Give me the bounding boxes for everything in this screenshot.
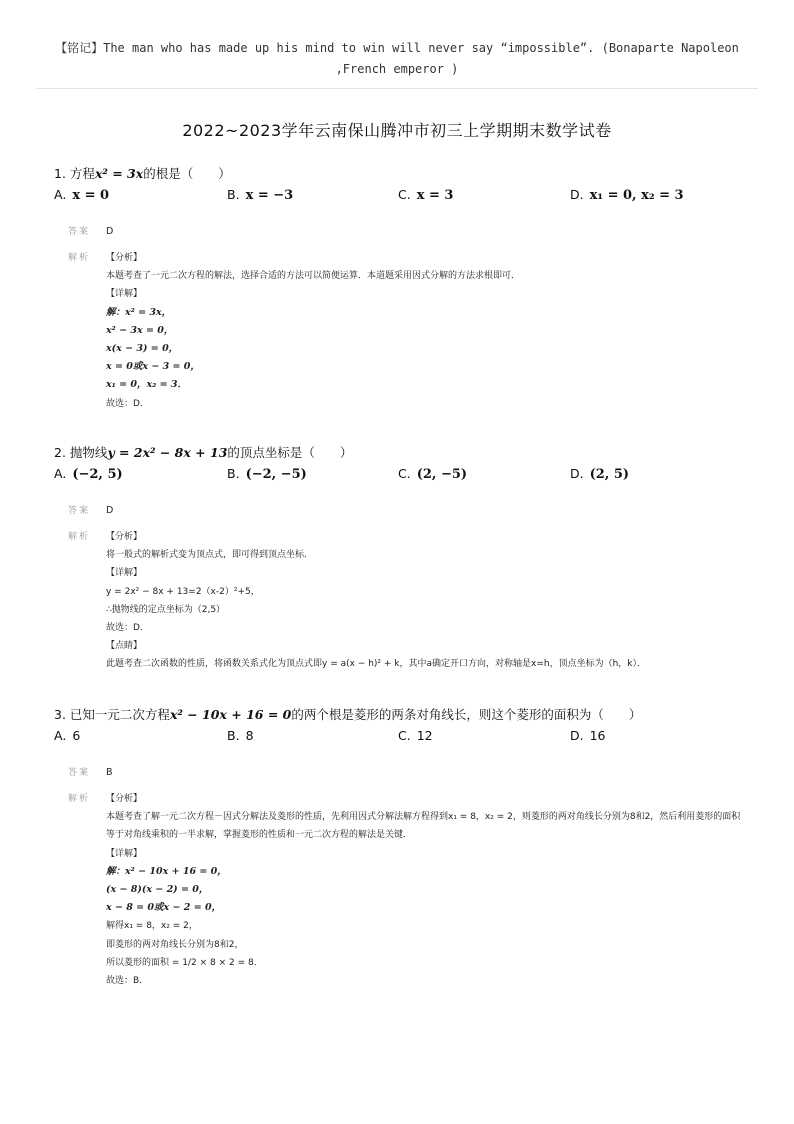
analysis-line: 本题考查了一元二次方程的解法，选择合适的方法可以简便运算．本道题采用因式分解的方法求根即可． [106,271,521,282]
question-1-answer: D [106,226,114,237]
answer-tag: 答案 [68,227,91,237]
question-2-analysis [54,528,754,688]
analysis-line: 【详解】 [106,568,143,579]
analysis-line: 故选：D． [106,398,149,409]
analysis-line: x = 0或x − 3 = 0， [106,361,200,373]
header-divider [36,88,758,89]
option-d[interactable]: D. (2, 5) [570,466,630,482]
analysis-line: 故选：B． [106,976,149,987]
analysis-line: 【分析】 [106,532,143,542]
option-a[interactable]: A. x = 0 [54,187,110,203]
option-b[interactable]: B. (−2, −5) [227,466,307,482]
question-2-stem: 2. 抛物线y = 2x² − 8x + 13的顶点坐标是（ ） [54,445,353,460]
option-c[interactable]: C. x = 3 [398,187,454,203]
analysis-tag: 解析 [68,253,91,263]
analysis-line: 解：x² = 3x， [106,306,172,318]
question-3-stem: 3. 已知一元二次方程x² − 10x + 16 = 0的两个根是菱形的两条对角线长，则这个菱形的面积为（ ） [54,707,642,722]
option-c[interactable]: C. (2, −5) [398,466,468,482]
answer-tag: 答案 [68,768,91,778]
question-2-expression: y = 2x² − 8x + 13 [107,445,228,460]
question-1-expression: x² = 3x [94,166,144,181]
question-3-answer: B [106,767,113,778]
question-2-answer-row [54,502,754,528]
motto-header: 【铭记】The man who has made up his mind to win will never say “impossible”. (Bonaparte Napoleon ,French emperor ) [55,41,739,76]
question-1-stem: 1. 方程x² = 3x的根是（ ） [54,166,231,181]
question-3-analysis [54,790,754,1010]
question-2-answer: D [106,505,114,516]
analysis-line: y = 2x² − 8x + 13=2（x-2）²+5， [106,586,260,597]
analysis-line: 【点睛】 [106,641,143,652]
analysis-line: 【详解】 [106,289,143,300]
question-2 [54,444,754,688]
option-a[interactable]: A. 6 [54,728,81,743]
analysis-line: 【详解】 [106,848,143,859]
question-3-answer-row [54,764,754,790]
question-1-options [54,187,754,209]
analysis-line: x(x − 3) = 0， [106,343,179,355]
analysis-line: 将一般式的解析式变为顶点式，即可得到顶点坐标． [106,550,314,561]
option-a[interactable]: A. (−2, 5) [54,466,123,482]
analysis-line: ∴抛物线的定点坐标为（2,5） [106,604,226,615]
analysis-line: (x − 8)(x − 2) = 0， [106,884,209,896]
answer-tag: 答案 [68,506,91,516]
question-3-options [54,728,754,750]
option-d[interactable]: D. x₁ = 0, x₂ = 3 [570,187,684,203]
analysis-line: 【分析】 [106,253,143,263]
question-1-answer-row [54,223,754,249]
option-d[interactable]: D. 16 [570,728,606,743]
analysis-line: 【分析】 [106,794,143,804]
question-1 [54,165,754,419]
analysis-line: 此题考查二次函数的性质，将函数关系式化为顶点式即y = a(x − h)² + k，其中a确定开口方向，对称轴是x=h，顶点坐标为（h，k）． [106,659,647,670]
question-3 [54,706,754,1010]
question-3-expression: x² − 10x + 16 = 0 [169,707,292,722]
option-c[interactable]: C. 12 [398,728,433,743]
analysis-line: 解：x² − 10x + 16 = 0， [106,865,227,877]
option-b[interactable]: B. 8 [227,728,254,743]
analysis-line: 解得x₁ = 8，x₂ = 2， [106,921,198,932]
analysis-line: 即菱形的两对角线长分别为8和2， [106,939,244,950]
analysis-line: x − 8 = 0或x − 2 = 0， [106,902,222,914]
analysis-line: 所以菱形的面积 = 1/2 × 8 × 2 = 8． [106,957,263,968]
analysis-tag: 解析 [68,794,91,804]
analysis-tag: 解析 [68,532,91,542]
analysis-line: 本题考查了解一元二次方程－因式分解法及菱形的性质，先利用因式分解法解方程得到x₁ = 8，x₂ = 2，则菱形的两对角线长分别为8和2，然后利用菱形的面积等于对角线乘积的一半求解，掌握菱形的性质和一元二次方程的解法是关键． [106,812,741,841]
page-title: 2022~2023学年云南保山腾冲市初三上学期期末数学试卷 [182,121,612,140]
question-1-analysis [54,249,754,419]
question-2-options [54,466,754,488]
option-b[interactable]: B. x = −3 [227,187,294,203]
analysis-line: x² − 3x = 0， [106,324,174,336]
analysis-line: x₁ = 0，x₂ = 3． [106,379,188,391]
analysis-line: 故选：D． [106,623,149,634]
